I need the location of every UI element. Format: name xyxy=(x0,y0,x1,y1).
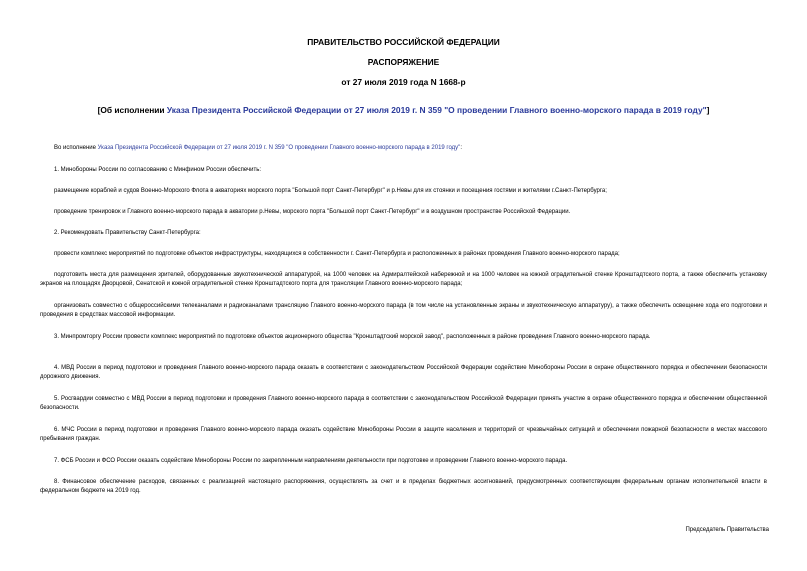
title-prefix: [Об исполнении xyxy=(97,105,167,115)
intro-prefix: Во исполнение xyxy=(54,145,98,151)
intro-suffix: : xyxy=(460,145,462,151)
paragraph-2-a: провести комплекс мероприятий по подготовке объектов инфраструктуры, находящихся в собственности г. Санкт-Петербурга и расположенных в районах проведения Главного военно-морского парада; xyxy=(54,251,620,257)
document-date-number: от 27 июля 2019 года N 1668-р xyxy=(341,77,466,87)
government-header: ПРАВИТЕЛЬСТВО РОССИЙСКОЙ ФЕДЕРАЦИИ xyxy=(307,37,500,47)
document-title xyxy=(40,105,767,116)
paragraph-1: 1. Минобороны России по согласованию с Минфином России обеспечить: xyxy=(54,167,262,173)
paragraph-7: 7. ФСБ России и ФСО России оказать содействие Минобороны России по закрепленным направлениям деятельности при подготовке и проведении Главного военно-морского парада. xyxy=(54,458,568,464)
document-type: РАСПОРЯЖЕНИЕ xyxy=(367,57,440,67)
paragraph-2: 2. Рекомендовать Правительству Санкт-Петербурга: xyxy=(54,230,201,236)
paragraph-1-b: проведение тренировок и Главного военно-морского парада в акватории р.Невы, морского порта "Большой порт Санкт-Петербург" и в воздушном пространстве Российской Федерации. xyxy=(54,209,571,215)
paragraph-5: 5. Росгвардии совместно с МВД России в период подготовки и проведения Главного военно-морского парада в соответствии с законодательством Российской Федерации принять участие в охране общественного порядка и обеспечении общественной безопасности. xyxy=(40,396,767,411)
paragraph-2-c: организовать совместно с общероссийскими телеканалами и радиоканалами трансляцию Главного военно-морского парада (в том числе на установленные экраны и звукотехническую аппаратуру), а также обеспечить освещение хода его подготовки и проведения в средствах массовой информации. xyxy=(40,303,767,318)
paragraph-3: 3. Минпромторгу России провести комплекс мероприятий по подготовке объектов акционерного общества "Кронштадтский морской завод", расположенных в районе проведения Главного военно-морского парада. xyxy=(54,334,651,340)
paragraph-6: 6. МЧС России в период подготовки и проведения Главного военно-морского парада оказать содействие Минобороны России в защите населения и территорий от чрезвычайных ситуаций и обеспечении пожарной безопасности в местах массового пребывания граждан. xyxy=(40,427,767,442)
signature-title: Председатель Правительства xyxy=(685,527,769,533)
paragraph-8: 8. Финансовое обеспечение расходов, связанных с реализацией настоящего распоряжения, осуществлять за счет и в пределах бюджетных ассигнований, предусмотренных соответствующим федеральным органам исполнительной власти в федеральном бюджете на 2019 год. xyxy=(40,479,767,494)
intro-paragraph xyxy=(40,144,767,153)
intro-decree-link[interactable]: Указа Президента Российской Федерации от 27 июля 2019 г. N 359 "О проведении Главного военно-морского парада в 2019 году" xyxy=(97,145,461,151)
title-decree-link[interactable]: Указа Президента Российской Федерации от 27 июля 2019 г. N 359 "О проведении Главного военно-морского парада в 2019 году" xyxy=(166,105,707,115)
paragraph-4: 4. МВД России в период подготовки и проведения Главного военно-морского парада оказать в соответствии с законодательством Российской Федерации содействие Минобороны России в охране общественного порядка и обеспечении безопасности дорожного движения. xyxy=(40,365,767,380)
paragraph-1-a: размещение кораблей и судов Военно-Морского Флота в акваториях морского порта "Большой порт Санкт-Петербург" и р.Невы для их стоянки и посещения гостями и жителями г.Санкт-Петербурга; xyxy=(54,188,607,194)
title-suffix: ] xyxy=(706,105,710,115)
paragraph-2-b: подготовить места для размещения зрителей, оборудованные звукотехнической аппаратурой, на 1000 человек на Адмиралтейской набережной и на 1000 человек на южной оградительной стенке Кронштадтского порта, а также обеспечить установку экранов на площадях Дворцовой, Сенатской и южной оградительной стенке Кронштадтского порта для трансляции Главного военно-морского парада; xyxy=(40,272,767,287)
